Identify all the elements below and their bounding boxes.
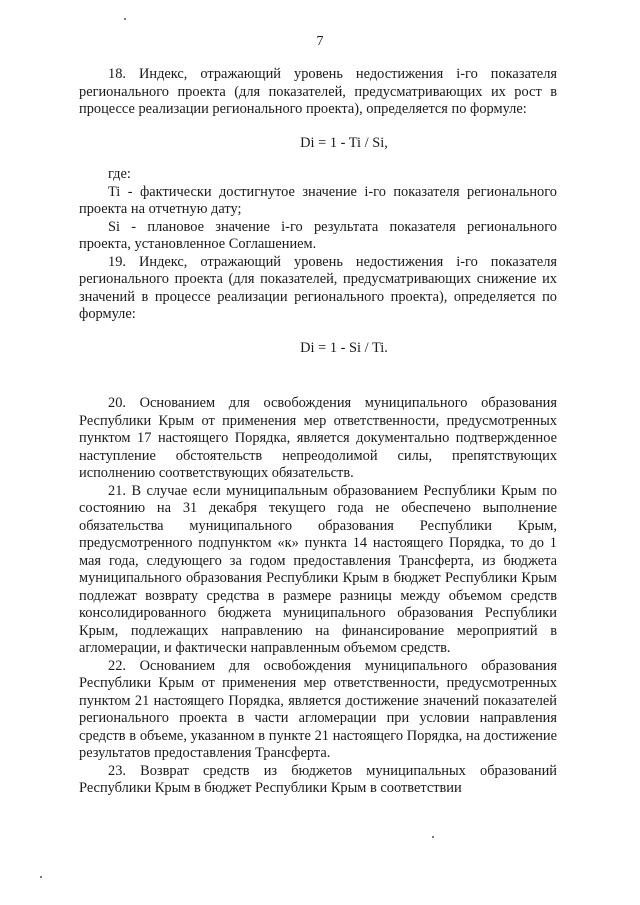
paragraph-21: 21. В случае если муниципальным образованием Республики Крым по состоянию на 31 декабря текущего года не обеспечено выполнение обязательства муниципального образования Республики Крым, предусмотренного подпунктом «к» пункта 14 настоящего Порядка, то до 1 мая года, следующего за годом предоставления Трансферта, из бюджета муниципального образования Республики Крым в бюджет Республики Крым подлежат возврату средства в размере разницы между объемом средств консолидированного бюджета муниципального образования Республики Крым, подлежащих направлению на финансирование мероприятий в агломерации, и фактически направленным объемом средств. [79, 482, 557, 656]
definition-si: Si - плановое значение i-го результата показателя регионального проекта, установленное Соглашением. [79, 218, 557, 252]
paragraph-20: 20. Основанием для освобождения муниципального образования Республики Крым от применения мер ответственности, предусмотренных пунктом 17 настоящего Порядка, является документально подтвержденное наступление обстоятельств непреодолимой силы, препятствующих исполнению соответствующих обязательств. [79, 395, 557, 481]
page-number: 7 [316, 34, 324, 49]
formula-di-s-over-t: Di = 1 - Si / Ti. [300, 339, 388, 356]
scan-speck [124, 18, 126, 20]
formula-di-t-over-s: Di = 1 - Ti / Si, [300, 134, 388, 151]
document-body [79, 66, 557, 798]
paragraph-19: 19. Индекс, отражающий уровень недостижения i-го показателя регионального проекта (для показателей, предусматривающих снижение их значений в процессе реализации регионального проекта), определяется по формуле: [79, 253, 557, 322]
paragraph-23: 23. Возврат средств из бюджетов муниципальных образований Республики Крым в бюджет Республики Крым в соответствии [79, 762, 557, 796]
scan-speck [432, 836, 434, 838]
definition-ti: Ti - фактически достигнутое значение i-го показателя регионального проекта на отчетную дату; [79, 183, 557, 217]
paragraph-18: 18. Индекс, отражающий уровень недостижения i-го показателя регионального проекта (для показателей, предусматривающих их рост в процессе реализации регионального проекта), определяется по формуле: [79, 66, 557, 117]
scan-speck [40, 876, 42, 878]
paragraph-22: 22. Основанием для освобождения муниципального образования Республики Крым от применения мер ответственности, предусмотренных пунктом 21 настоящего Порядка, является достижение значений показателей регионального проекта в части агломерации при условии направления средств в объеме, указанном в пункте 21 настоящего Порядка, на достижение результатов предоставления Трансферта. [79, 657, 557, 761]
where-label: где: [108, 166, 131, 182]
